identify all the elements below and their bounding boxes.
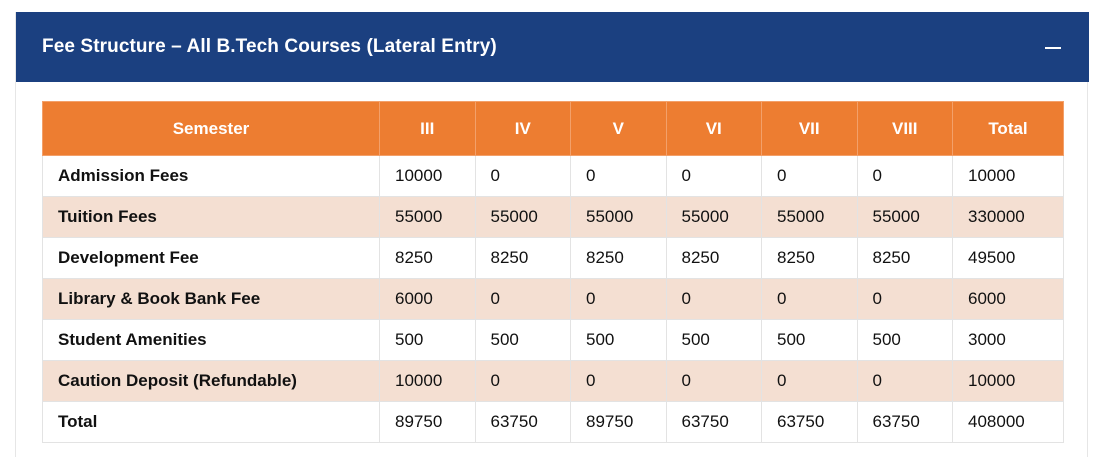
table-cell: 55000: [475, 197, 571, 238]
table-cell: 0: [475, 156, 571, 197]
table-cell: 8250: [666, 238, 762, 279]
table-cell: 8250: [475, 238, 571, 279]
table-cell: 0: [857, 279, 953, 320]
table-cell: 0: [666, 156, 762, 197]
row-label: Development Fee: [43, 238, 380, 279]
accordion-header[interactable]: [16, 12, 1089, 82]
row-label: Student Amenities: [43, 320, 380, 361]
column-header: Total: [953, 102, 1064, 156]
row-label: Library & Book Bank Fee: [43, 279, 380, 320]
table-cell: 3000: [953, 320, 1064, 361]
table-cell: 0: [762, 361, 858, 402]
table-cell: 8250: [762, 238, 858, 279]
table-cell: 63750: [857, 402, 953, 443]
table-cell: 0: [762, 156, 858, 197]
table-cell: 0: [666, 361, 762, 402]
table-cell: 55000: [857, 197, 953, 238]
table-cell: 408000: [953, 402, 1064, 443]
column-header: V: [571, 102, 667, 156]
table-cell: 500: [571, 320, 667, 361]
table-cell: 89750: [571, 402, 667, 443]
table-cell: 63750: [475, 402, 571, 443]
table-header-row: [43, 102, 1064, 156]
row-label: Tuition Fees: [43, 197, 380, 238]
column-header: VI: [666, 102, 762, 156]
table-cell: 10000: [380, 156, 476, 197]
table-row: [43, 197, 1064, 238]
table-cell: 49500: [953, 238, 1064, 279]
table-cell: 55000: [666, 197, 762, 238]
fee-table: [42, 101, 1064, 443]
column-header: VIII: [857, 102, 953, 156]
table-cell: 8250: [571, 238, 667, 279]
column-header: VII: [762, 102, 858, 156]
table-cell: 0: [571, 156, 667, 197]
minus-icon[interactable]: [1043, 38, 1063, 58]
table-cell: 10000: [953, 361, 1064, 402]
row-label: Admission Fees: [43, 156, 380, 197]
table-cell: 0: [762, 279, 858, 320]
row-label: Caution Deposit (Refundable): [43, 361, 380, 402]
table-cell: 6000: [380, 279, 476, 320]
table-cell: 55000: [571, 197, 667, 238]
table-cell: 500: [762, 320, 858, 361]
table-row: [43, 156, 1064, 197]
table-cell: 89750: [380, 402, 476, 443]
table-row: [43, 238, 1064, 279]
table-cell: 0: [571, 361, 667, 402]
table-cell: 330000: [953, 197, 1064, 238]
table-cell: 500: [666, 320, 762, 361]
table-cell: 55000: [380, 197, 476, 238]
table-cell: 63750: [666, 402, 762, 443]
fee-structure-panel: [15, 12, 1088, 457]
table-cell: 63750: [762, 402, 858, 443]
column-header: Semester: [43, 102, 380, 156]
table-cell: 6000: [953, 279, 1064, 320]
table-cell: 10000: [380, 361, 476, 402]
column-header: III: [380, 102, 476, 156]
table-cell: 0: [857, 361, 953, 402]
table-cell: 500: [380, 320, 476, 361]
table-cell: 500: [475, 320, 571, 361]
table-cell: 0: [475, 361, 571, 402]
table-row: [43, 361, 1064, 402]
table-cell: 0: [857, 156, 953, 197]
table-cell: 0: [571, 279, 667, 320]
column-header: IV: [475, 102, 571, 156]
table-cell: 0: [475, 279, 571, 320]
table-row: [43, 279, 1064, 320]
table-cell: 55000: [762, 197, 858, 238]
fee-table-container: [42, 101, 1063, 443]
table-row: [43, 402, 1064, 443]
table-cell: 8250: [857, 238, 953, 279]
table-row: [43, 320, 1064, 361]
row-label: Total: [43, 402, 380, 443]
table-cell: 10000: [953, 156, 1064, 197]
panel-title: Fee Structure – All B.Tech Courses (Lateral Entry): [42, 36, 497, 57]
table-cell: 8250: [380, 238, 476, 279]
table-cell: 0: [666, 279, 762, 320]
table-cell: 500: [857, 320, 953, 361]
